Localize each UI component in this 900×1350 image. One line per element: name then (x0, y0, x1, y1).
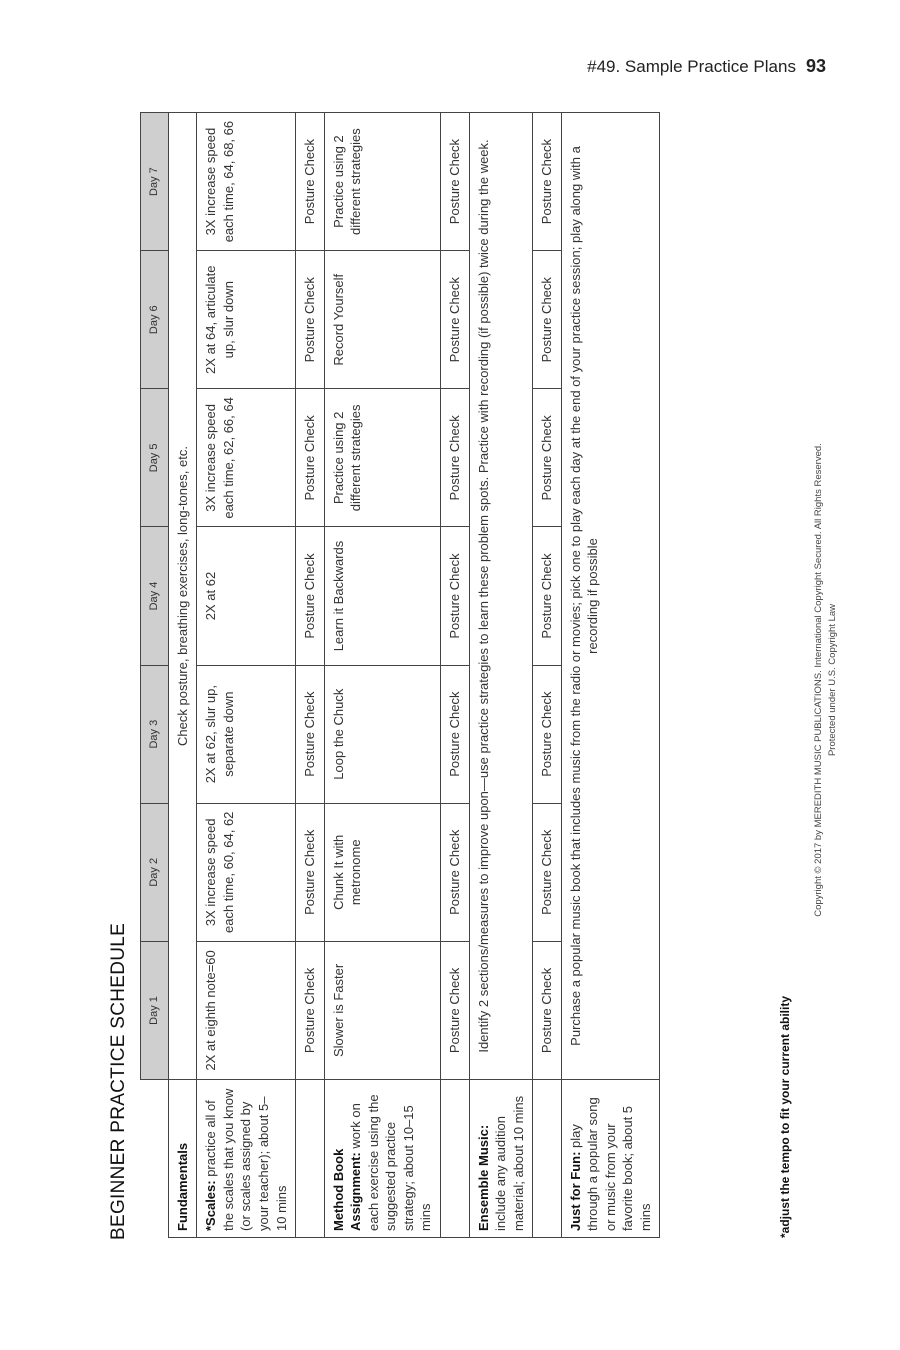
day-header: Day 2 (141, 803, 169, 941)
copyright-notice (812, 110, 840, 1250)
header-row (141, 113, 169, 1238)
method-book-label-text: work on each exercise using the suggested practice strategy; about 10–15 mins (348, 1094, 434, 1231)
just-for-fun-cell: Purchase a popular music book that includes music from the radio or movies; pick one to play each day at the end of your practice session; play along with a recording if possible (561, 113, 660, 1080)
posture-row-blank (440, 1080, 469, 1238)
just-for-fun-label-text: play through a popular song or music from your favorite book; about 5 mins (567, 1097, 653, 1231)
method-book-cell: Loop the Chuck (324, 665, 440, 803)
posture-check-cell: Posture Check (440, 803, 469, 941)
posture-check-cell: Posture Check (440, 113, 469, 251)
method-book-cell: Practice using 2 different strategies (324, 113, 440, 251)
footnote: *adjust the tempo to fit your current ability (778, 995, 792, 1238)
method-book-cell: Record Yourself (324, 251, 440, 389)
posture-check-cell: Posture Check (296, 527, 325, 665)
posture-check-cell: Posture Check (440, 941, 469, 1079)
posture-check-cell: Posture Check (440, 665, 469, 803)
posture-check-cell: Posture Check (296, 389, 325, 527)
ensemble-cell: Identify 2 sections/measures to improve upon—use practice strategies to learn these problem spots. Practice with recording (if possible) twice during the week. (469, 113, 533, 1080)
ensemble-label-bold: Ensemble Music: (475, 1124, 491, 1231)
posture-check-cell: Posture Check (533, 251, 562, 389)
fundamentals-cell: Check posture, breathing exercises, long-tones, etc. (168, 113, 197, 1080)
row-label-ensemble (469, 1080, 533, 1238)
method-book-cell: Chunk It with metronome (324, 803, 440, 941)
scales-row (197, 113, 296, 1238)
method-book-label-bold: Method Book Assignment: (330, 1148, 364, 1231)
just-for-fun-label-bold: Just for Fun: (567, 1151, 583, 1231)
fundamentals-label: Fundamentals (174, 1142, 190, 1231)
posture-check-cell: Posture Check (533, 527, 562, 665)
posture-row (296, 113, 325, 1238)
scales-cell: 2X at 64, articulate up, slur down (197, 251, 296, 389)
fundamentals-row (168, 113, 197, 1238)
header-corner (141, 1080, 169, 1238)
row-label-just-for-fun (561, 1080, 660, 1238)
row-label-method-book (324, 1080, 440, 1238)
posture-check-cell: Posture Check (533, 389, 562, 527)
copyright-line: Copyright © 2017 by MEREDITH MUSIC PUBLICATIONS. International Copyright Secured. All Rights Reserved. (813, 443, 824, 917)
scales-cell: 2X at 62 (197, 527, 296, 665)
page-number: 93 (805, 56, 826, 76)
scales-cell: 3X increase speed each time, 62, 66, 64 (197, 389, 296, 527)
posture-check-cell: Posture Check (440, 527, 469, 665)
posture-check-cell: Posture Check (533, 665, 562, 803)
posture-check-cell: Posture Check (296, 113, 325, 251)
scales-label-text: practice all of the scales that you know (or scales assigned by your teacher); about 5–10 mins (203, 1088, 289, 1231)
scales-cell: 3X increase speed each time, 64, 68, 66 (197, 113, 296, 251)
posture-check-cell: Posture Check (296, 251, 325, 389)
practice-schedule-table (140, 112, 660, 1238)
row-label-fundamentals (168, 1080, 197, 1238)
posture-check-cell: Posture Check (533, 803, 562, 941)
running-head (587, 56, 826, 77)
copyright-line: Protected under U.S. Copyright Law (826, 603, 838, 757)
posture-check-cell: Posture Check (296, 665, 325, 803)
posture-row (440, 113, 469, 1238)
posture-row-blank (296, 1080, 325, 1238)
day-header: Day 1 (141, 941, 169, 1079)
posture-check-cell: Posture Check (440, 389, 469, 527)
scales-cell: 2X at eighth note=60 (197, 941, 296, 1079)
scales-cell: 2X at 62, slur up, separate down (197, 665, 296, 803)
ensemble-label-text: include any audition material; about 10 mins (493, 1095, 526, 1231)
posture-row (533, 113, 562, 1238)
ensemble-row (469, 113, 533, 1238)
posture-check-cell: Posture Check (533, 941, 562, 1079)
day-header: Day 3 (141, 665, 169, 803)
day-header: Day 4 (141, 527, 169, 665)
scales-label-bold: *Scales: (203, 1180, 219, 1231)
day-header: Day 5 (141, 389, 169, 527)
posture-check-cell: Posture Check (440, 251, 469, 389)
method-book-row (324, 113, 440, 1238)
day-header: Day 7 (141, 113, 169, 251)
rotated-page-content (100, 110, 860, 1250)
method-book-cell: Learn it Backwards (324, 527, 440, 665)
schedule-title: BEGINNER PRACTICE SCHEDULE (108, 922, 129, 1240)
posture-check-cell: Posture Check (533, 113, 562, 251)
just-for-fun-row (561, 113, 660, 1238)
method-book-cell: Slower is Faster (324, 941, 440, 1079)
posture-check-cell: Posture Check (296, 803, 325, 941)
posture-check-cell: Posture Check (296, 941, 325, 1079)
method-book-cell: Practice using 2 different strategies (324, 389, 440, 527)
posture-row-blank (533, 1080, 562, 1238)
scales-cell: 3X increase speed each time, 60, 64, 62 (197, 803, 296, 941)
section-title: #49. Sample Practice Plans (587, 57, 796, 76)
row-label-scales (197, 1080, 296, 1238)
day-header: Day 6 (141, 251, 169, 389)
